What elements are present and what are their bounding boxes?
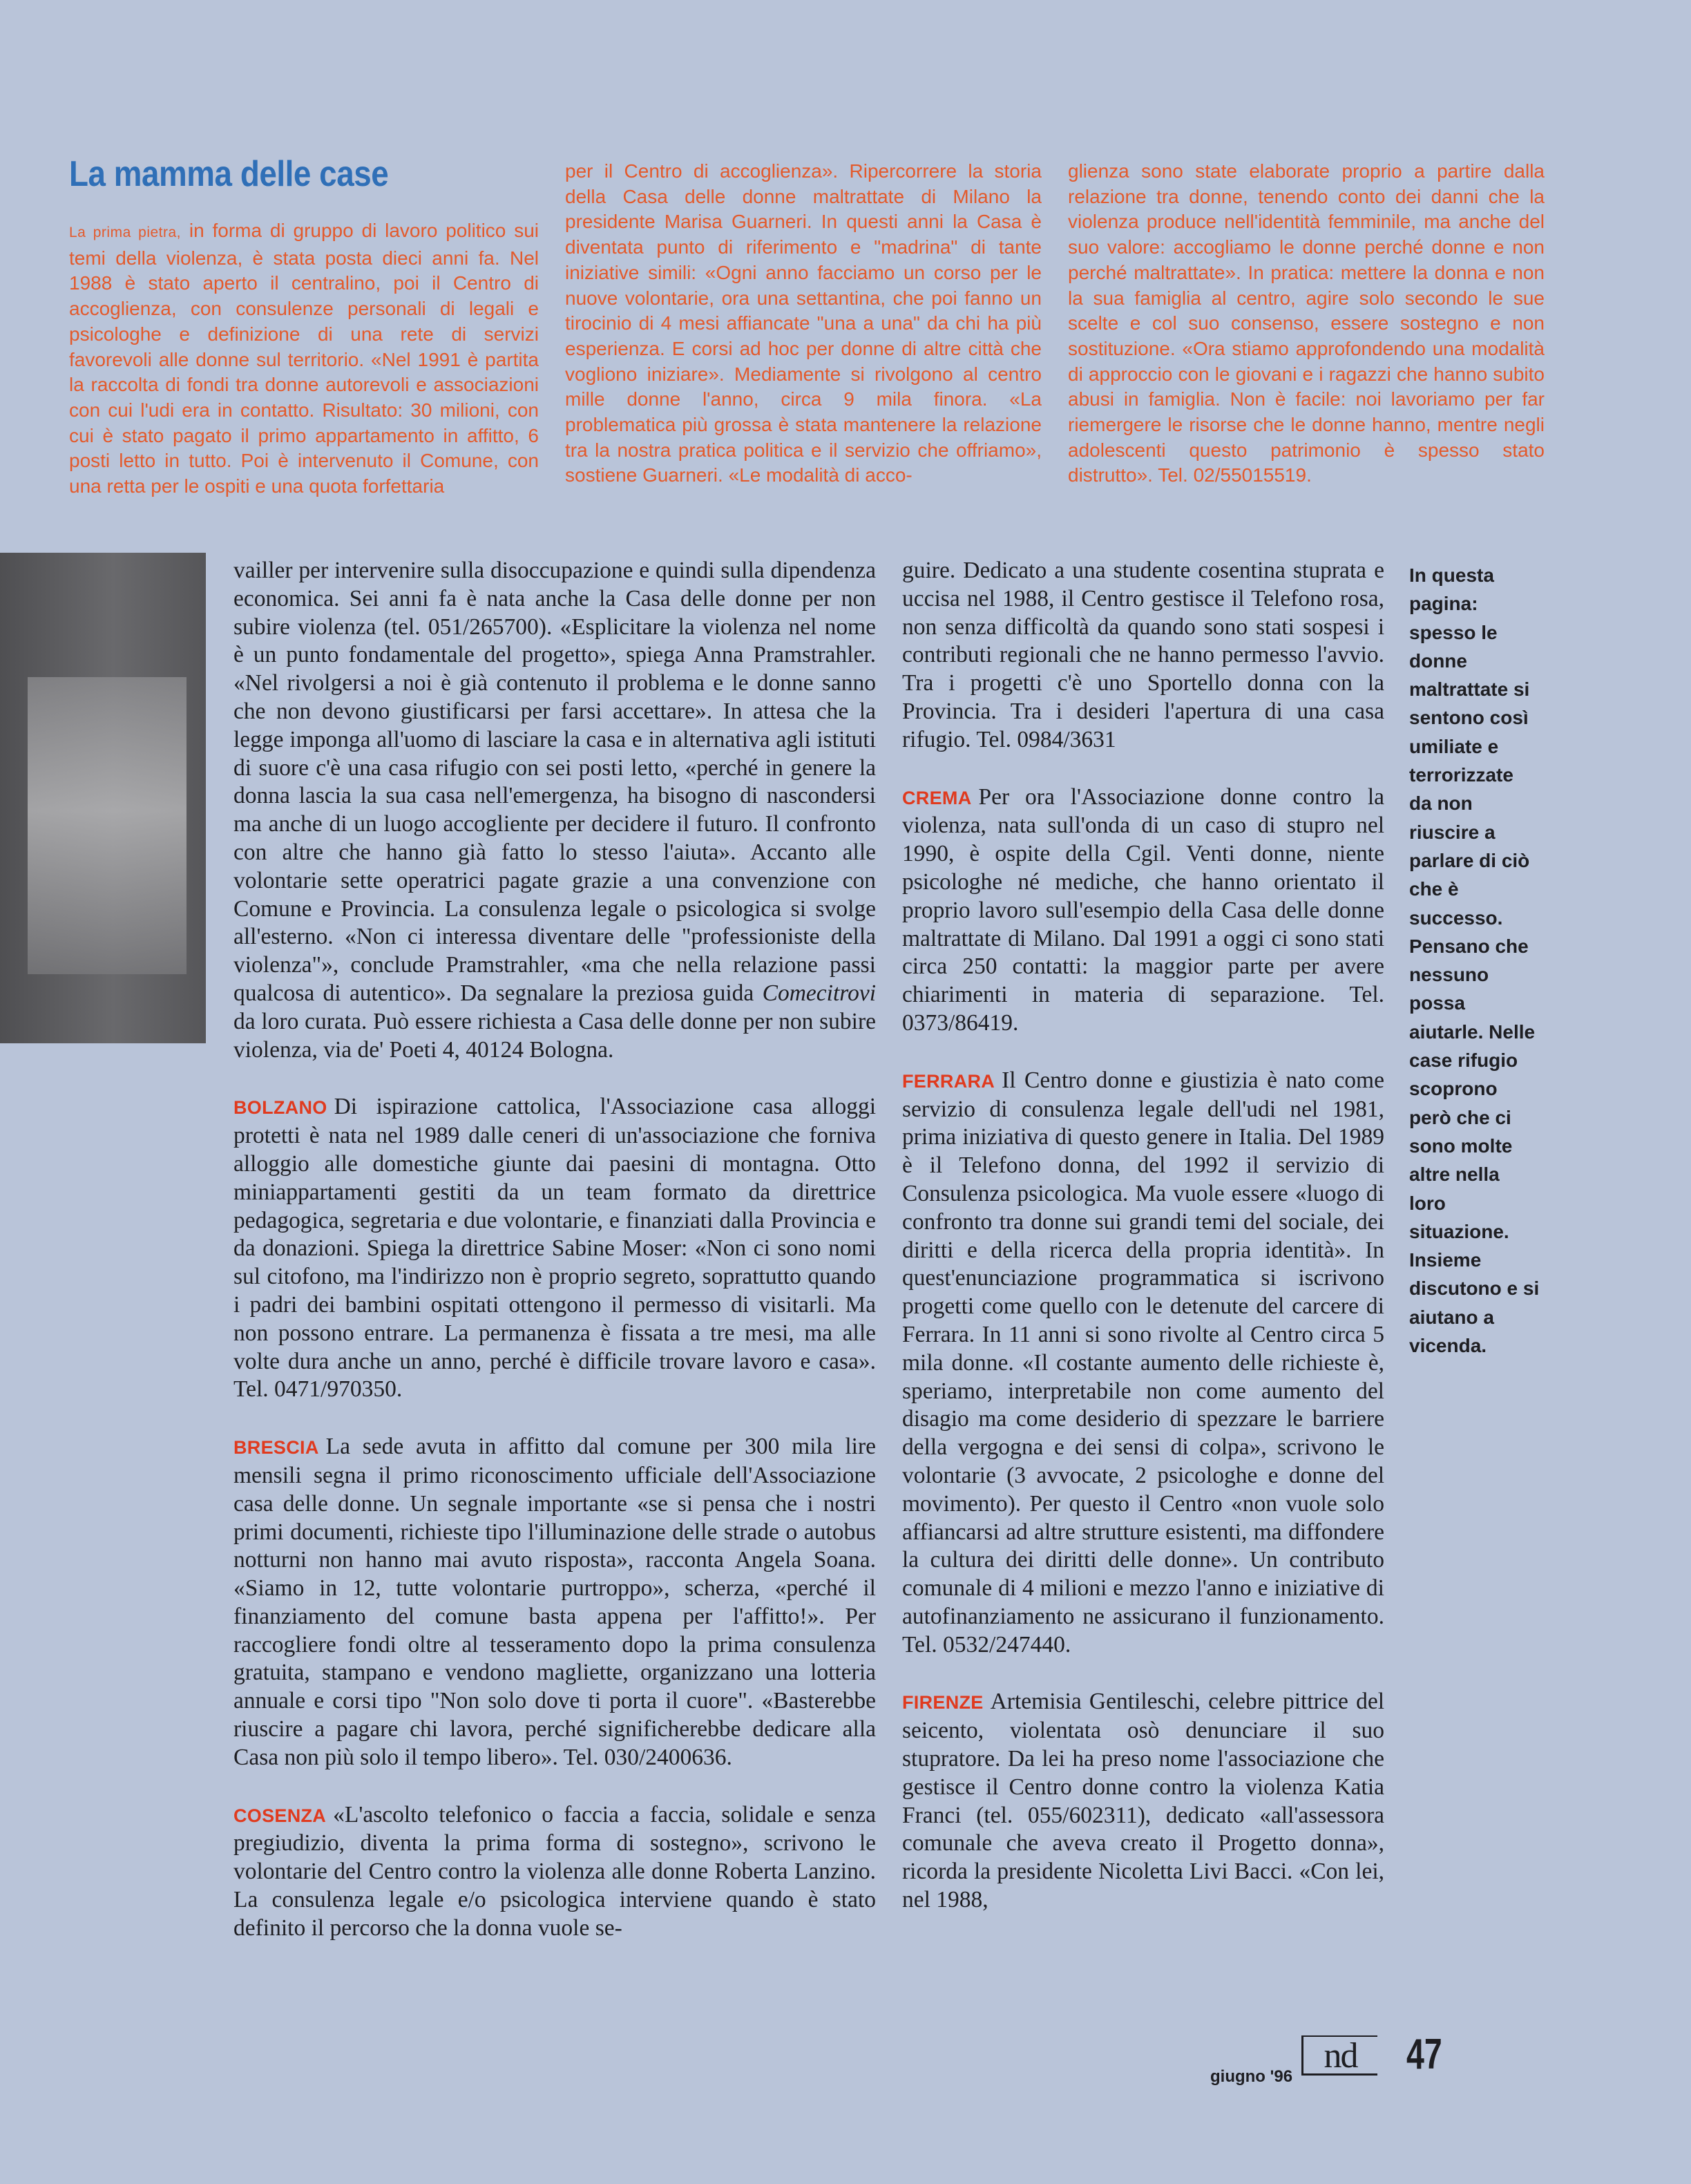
main-column-1 bbox=[233, 557, 876, 1972]
entry-bolzano bbox=[233, 1093, 876, 1404]
city-heading-firenze: FIRENZE bbox=[902, 1692, 984, 1713]
entry-text-bolzano: Di ispirazione cattolica, l'Associazione casa alloggi protetti è nata nel 1989 dalle ceneri di un'associazione che forniva alloggio alle domestiche giunte dai paesini di montagna. Otto miniappartamenti gestiti da un team formato da direttrice pedagogica, segretaria e due volontarie, e finanziati dalla Provincia e da donazioni. Spiega la direttrice Sabine Moser: «Non ci sono nomi sul citofono, ma l'indirizzo non è proprio segreto, soprattutto quando i padri dei bambini ospitati ottengono il permesso di visitarli. Ma non possono entrare. La permanenza è fissata a tre mesi, ma alle volte dura anche un anno, perché è difficile trovare lavoro e casa». Tel. 0471/970350. bbox=[233, 1094, 876, 1403]
entry-text-crema: Per ora l'Associazione donne contro la violenza, nata sull'onda di un caso di stupro nel 1990, è ospite della Cgil. Venti donne, niente psicologhe né mediche, che hanno orientato il proprio lavoro sull'esempio della Casa delle donne maltrattate di Milano. Dal 1991 a oggi ci sono stati circa 250 contatti: la maggior parte per avere chiarimenti in materia di separazione. Tel. 0373/86419. bbox=[902, 784, 1384, 1036]
sidebar-column-3: glienza sono state elaborate proprio a partire dalla relazione tra donne, tenendo conto dei danni che la violenza produce nell'identità femminile, ma anche del suo valore: accogliamo le donne perché donne e non perché maltrattate». In pratica: mettere la donna e non la sua famiglia al centro, agire solo secondo le sue scelte e col suo consenso, essere sostegno e non sostituzione. «Ora stiamo approfondendo una modalità di approccio con le giovani e i ragazzi che hanno subito abusi in famiglia. Non è facile: noi lavoriamo per far riemergere le risorse che le donne hanno, mentre negli adolescenti questo patrimonio è spesso stato distrutto». Tel. 02/55015519. bbox=[1068, 160, 1545, 486]
sidebar-title: La mamma delle case bbox=[69, 154, 389, 194]
entry-text-cosenza: «L'ascolto telefonico o faccia a faccia, solidale e senza pregiudizio, diventa la prima forma di sostegno», scrivono le volontarie del Centro contro la violenza alle donne Roberta Lanzino. La consulenza legale e/o psicologica interviene quando è stato definito il percorso che la donna vuole se- bbox=[233, 1801, 876, 1941]
continuation-paragraph: guire. Dedicato a una studente cosentina stuprata e uccisa nel 1988, il Centro gestisce il Telefono rosa, non senza difficoltà da quando sono stati sospesi i contributi regionali che ne hanno permesso l'avvio. Tra i progetti c'è uno Sportello donna con la Provincia. Tra i desideri l'apertura di una casa rifugio. Tel. 0984/3631 bbox=[902, 558, 1384, 752]
intro-text-end: da loro curata. Può essere richiesta a Casa delle donne per non subire violenza, via de' Poeti 4, 40124 Bologna. bbox=[233, 1008, 876, 1063]
entry-crema bbox=[902, 784, 1384, 1038]
entry-cosenza bbox=[233, 1801, 876, 1943]
sidebar-column-2: per il Centro di accoglienza». Ripercorrere la storia della Casa delle donne maltrattate di Milano la presidente Marisa Guarneri. In questi anni la Casa è diventata punto di riferimento e "madrina" di tante iniziative simili: «Ogni anno facciamo un corso per le nuove volontarie, ora una settantina, che poi fanno un tirocinio di 4 mesi affiancate "una a una" da chi ha più esperienza. E corsi ad hoc per donne di altre città che vogliono iniziare». Mediamente si rivolgono al centro mille donne l'anno, circa 9 mila finora. «La problematica più grossa è stata mantenere la relazione tra la nostra pratica politica e il servizio che offriamo», sostiene Guarneri. «Le modalità di acco- bbox=[565, 160, 1042, 486]
city-heading-brescia: BRESCIA bbox=[233, 1437, 319, 1459]
entry-brescia bbox=[233, 1433, 876, 1772]
main-column-2 bbox=[902, 557, 1384, 1944]
sidebar-lead-in: La prima pietra, bbox=[69, 225, 182, 240]
guide-title: Comecitrovi bbox=[762, 980, 876, 1006]
sidebar-column-1-text: in forma di gruppo di lavoro politico sui temi della violenza, è stata posta dieci anni fa. Nel 1988 è stato aperto il centralino, poi il Centro di accoglienza, con consulenze personali di legali e psicologhe e definizione di una rete di servizi favorevoli alle donne sul territorio. «Nel 1991 è partita la raccolta di fondi tra donne autorevoli e associazioni con cui l'udi era in contatto. Risultato: 30 milioni, con cui è stato pagato il primo appartamento in affitto, 6 posti letto in tutto. Poi è intervenuto il Comune, con una retta per le ospiti e una quota forfettaria bbox=[69, 220, 539, 497]
page-number: 47 bbox=[1406, 2031, 1442, 2078]
entry-text-ferrara: Il Centro donne e giustizia è nato come servizio di consulenza legale dell'udi nel 1981, prima iniziativa di questo genere in Italia. Del 1989 è il Telefono donna, del 1992 il servizio di Consulenza psicologica. Ma vuole essere «luogo di confronto tra donne sui grandi temi del sociale, dei diritti e della ricerca della propria identità». In quest'enunciazione programmatica si iscrivono progetti come quello con le detenute del carcere di Ferrara. In 11 anni si sono rivolte al Centro circa 5 mila donne. «Il costante aumento delle richieste è, speriamo, interpretabile non come aumento del disagio ma come desiderio di spezzare le barriere della vergogna e dei sensi di colpa», scrivono le volontarie (3 avvocate, 2 psicologhe e donne del movimento). Per questo il Centro «non vuole solo affiancarsi ad altre strutture esistenti, ma diffondere la cultura dei diritti delle donne». Un contributo comunale di 4 milioni e mezzo l'anno e iniziative di autofinanziamento ne assicurano il funzionamento. Tel. 0532/247440. bbox=[902, 1067, 1384, 1658]
intro-text: vailler per intervenire sulla disoccupazione e quindi sulla dipendenza economica. Sei anni fa è nata anche la Casa delle donne per non subire violenza (tel. 051/265700). «Esplicitare la violenza nel nome è un punto fondamentale del progetto», spiega Anna Pramstrahler. «Nel rivolgersi a noi è già contenuto il problema e le donne sanno che non devono giustificarsi per farsi accettare». In attesa che la legge imponga all'uomo di lasciare la casa e in alternativa agli istituti di suore c'è una casa rifugio con sei posti letto, «perché in genere la donna lascia la sua casa nell'emergenza, ha bisogno di nascondersi ma anche di un luogo accogliente per decidere il futuro. Il confronto con altre che hanno già fatto lo stesso l'aiuta». Accanto alle volontarie sette operatrici pagate grazie a una convenzione con Comune e Provincia. La consulenza legale o psicologica si svolge all'esterno. «Non ci interessa diventare delle "professioniste della violenza"», conclude Pramstrahler, «ma che nella relazione passi qualcosa di autentico». Da segnalare la preziosa guida bbox=[233, 558, 876, 1006]
city-heading-crema: CREMA bbox=[902, 787, 972, 808]
entry-ferrara bbox=[902, 1067, 1384, 1660]
city-heading-cosenza: COSENZA bbox=[233, 1805, 327, 1826]
entry-text-firenze: Artemisia Gentileschi, celebre pittrice del seicento, violentata osò denunciare il suo stupratore. Da lei ha preso nome l'associazione che gestisce il Centro donne contro la violenza Katia Franci (tel. 055/602311), dedicato «all'assessora comunale che aveva creato il Progetto donna», ricorda la presidente Nicoletta Livi Bacci. «Con lei, nel 1988, bbox=[902, 1689, 1384, 1913]
intro-paragraph bbox=[233, 557, 876, 1064]
issue-date: giugno '96 bbox=[1210, 2067, 1293, 2086]
entry-firenze bbox=[902, 1688, 1384, 1914]
photo-image bbox=[0, 553, 206, 1043]
photo-highlight bbox=[28, 677, 187, 974]
magazine-logo: nd bbox=[1301, 2035, 1377, 2076]
sidebar-column-1 bbox=[69, 218, 539, 500]
city-heading-bolzano: BOLZANO bbox=[233, 1097, 327, 1119]
city-heading-ferrara: FERRARA bbox=[902, 1070, 995, 1092]
entry-text-brescia: La sede avuta in affitto dal comune per 300 mila lire mensili segna il primo riconoscimento ufficiale dell'Associazione casa delle donne. Un segnale importante «se si pensa che i nostri primi documenti, richieste tipo l'illuminazione delle strade o autobus notturni non hanno mai avuto risposta», racconta Angela Soana. «Siamo in 12, tutte volontarie purtroppo», scherza, «perché il finanziamento del comune basta appena per l'affitto!». Per raccogliere fondi oltre al tesseramento dopo la prima consulenza gratuita, stampano e vendono magliette, organizzano una lotteria annuale e corsi tipo "Non solo dove ti porta il cuore". «Basterebbe riuscire a pagare chi lavora, perché significherebbe dedicare alla Casa non più solo il tempo libero». Tel. 030/2400636. bbox=[233, 1434, 876, 1770]
photo-caption: In questa pagina: spesso le donne maltrattate si sentono così umiliate e terrorizzate da non riuscire a parlare di ciò che è successo. Pensano che nessuno possa aiutarle. Nelle case rifugio scoprono però che ci sono molte altre nella loro situazione. Insieme discutono e si aiutano a vicenda. bbox=[1409, 564, 1540, 1357]
